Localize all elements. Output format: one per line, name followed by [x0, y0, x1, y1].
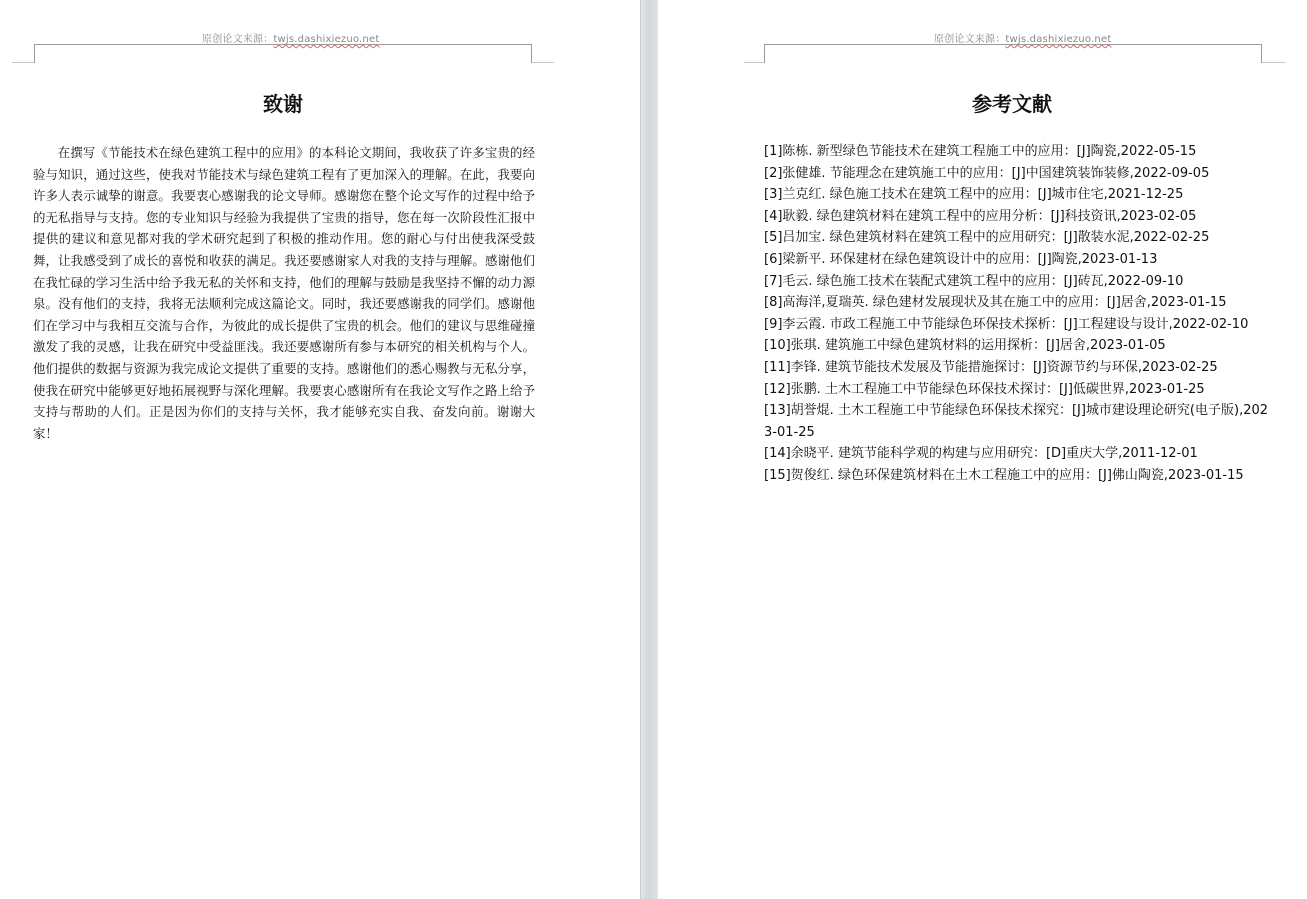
reference-item: [11]李锋. 建筑节能技术发展及节能措施探讨：[J]资源节约与环保,2023-02-25 [764, 359, 1218, 375]
reference-item: [12]张鹏. 土木工程施工中节能绿色环保技术探讨：[J]低碳世界,2023-01-25 [764, 381, 1205, 397]
reference-item: [13]胡誉焜. 土木工程施工中节能绿色环保技术探究：[J]城市建设理论研究(电子版),2023-01-25 [764, 403, 1269, 440]
reference-item: [10]张琪. 建筑施工中绿色建筑材料的运用探析：[J]居舍,2023-01-05 [764, 338, 1166, 354]
reference-list [764, 141, 1269, 487]
margin-marker [1262, 62, 1286, 63]
page-gutter [640, 0, 658, 899]
page-title: 参考文献 [972, 92, 1052, 116]
reference-item: [9]李云霞. 市政工程施工中节能绿色环保技术探析：[J]工程建设与设计,2022-02-10 [764, 316, 1249, 332]
reference-item: [6]梁新平. 环保建材在绿色建筑设计中的应用：[J]陶瓷,2023-01-13 [764, 251, 1158, 267]
reference-item: [5]吕加宝. 绿色建筑材料在建筑工程中的应用研究：[J]散装水泥,2022-02-25 [764, 230, 1210, 246]
reference-item: [3]兰克红. 绿色施工技术在建筑工程中的应用：[J]城市住宅,2021-12-25 [764, 187, 1184, 203]
acknowledgement-paragraph: 在撰写《节能技术在绿色建筑工程中的应用》的本科论文期间，我收获了许多宝贵的经验与知识，通过这些，使我对节能技术与绿色建筑工程有了更加深入的理解。在此，我要向许多人表示诚挚的谢意。我要衷心感谢我的论文导师。感谢您在整个论文写作的过程中给予的无私指导与支持。您的专业知识与经验为我提供了宝贵的指导，您在每一次阶段性汇报中提供的建议和意见都对我的学术研究起到了积极的推动作用。您的耐心与付出使我深受鼓舞，让我感受到了成长的喜悦和收获的满足。我还要感谢家人对我的支持与理解。感谢他们在我忙碌的学习生活中给予我无私的关怀和支持，他们的理解与鼓励是我坚持不懈的动力源泉。没有他们的支持，我将无法顺利完成这篇论文。同时，我还要感谢我的同学们。感谢他们在学习中与我相互交流与合作，为彼此的成长提供了宝贵的机会。他们的建议与思维碰撞激发了我的灵感，让我在研究中受益匪浅。我还要感谢所有参与本研究的相关机构与个人。他们提供的数据与资源为我完成论文提供了重要的支持。感谢他们的悉心赐教与无私分享，使我在研究中能够更好地拓展视野与深化理解。我要衷心感谢所有在我论文写作之路上给予支持与帮助的人们。正是因为你们的支持与关怀，我才能够充实自我、奋发向前。谢谢大家！ [33, 145, 535, 441]
header-rule [764, 44, 1262, 63]
margin-marker [532, 62, 554, 63]
header-rule [34, 44, 532, 63]
header-prefix: 原创论文来源： [202, 34, 274, 45]
header-prefix: 原创论文来源： [934, 34, 1006, 45]
reference-item: [2]张健雄. 节能理念在建筑施工中的应用：[J]中国建筑装饰装修,2022-09-05 [764, 165, 1210, 181]
header-source: twjs.dashixiezuo.net [273, 34, 380, 45]
page-acknowledgements [0, 0, 640, 899]
reference-item: [4]耿毅. 绿色建筑材料在建筑工程中的应用分析：[J]科技资讯,2023-02-05 [764, 208, 1197, 224]
reference-item: [15]贺俊红. 绿色环保建筑材料在土木工程施工中的应用：[J]佛山陶瓷,2023-01-15 [764, 467, 1244, 483]
margin-marker [12, 62, 34, 63]
page-header [202, 30, 379, 45]
page-references [658, 0, 1307, 899]
reference-item: [14]余晓平. 建筑节能科学观的构建与应用研究：[D]重庆大学,2011-12-01 [764, 446, 1198, 462]
page-title: 致谢 [263, 92, 303, 116]
reference-item: [8]高海洋,夏瑞英. 绿色建材发展现状及其在施工中的应用：[J]居舍,2023-01-15 [764, 295, 1227, 311]
header-source: twjs.dashixiezuo.net [1005, 34, 1112, 45]
page-header [934, 30, 1111, 45]
reference-item: [1]陈栋. 新型绿色节能技术在建筑工程施工中的应用：[J]陶瓷,2022-05-15 [764, 144, 1197, 159]
reference-item: [7]毛云. 绿色施工技术在装配式建筑工程中的应用：[J]砖瓦,2022-09-10 [764, 273, 1184, 289]
margin-marker [744, 62, 764, 63]
